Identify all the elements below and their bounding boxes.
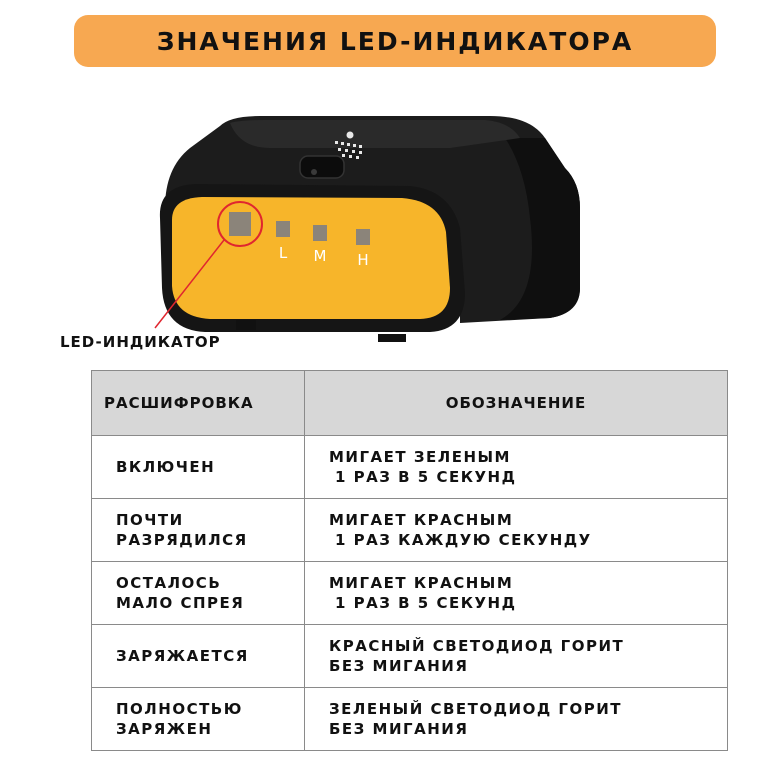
- meaning-text: МИГАЕТ КРАСНЫМ: [329, 511, 514, 529]
- label-h: H: [357, 251, 369, 269]
- meaning-text: 1 РАЗ КАЖДУЮ СЕКУНДУ: [335, 531, 592, 549]
- table-header-row: [92, 371, 728, 436]
- meaning-text: 1 РАЗ В 5 СЕКУНД: [335, 594, 517, 612]
- led-indicator-label: LED-ИНДИКАТОР: [60, 333, 221, 351]
- state-text: РАЗРЯДИЛСЯ: [116, 531, 248, 549]
- meaning-text: МИГАЕТ КРАСНЫМ: [329, 574, 514, 592]
- led-indicator-square: [229, 212, 251, 236]
- meaning-text: БЕЗ МИГАНИЯ: [329, 657, 469, 675]
- meaning-text: КРАСНЫЙ СВЕТОДИОД ГОРИТ: [329, 637, 625, 655]
- table-row: [92, 625, 728, 688]
- title-banner: [74, 15, 716, 67]
- table-row: [92, 499, 728, 562]
- table-row: [92, 436, 728, 499]
- state-text: ПОЧТИ: [116, 511, 184, 529]
- state-text: ЗАРЯЖАЕТСЯ: [116, 647, 249, 665]
- label-l: L: [278, 244, 288, 262]
- indicator-panel: [172, 197, 450, 319]
- state-text: ЗАРЯЖЕН: [116, 720, 213, 738]
- state-text: МАЛО СПРЕЯ: [116, 594, 245, 612]
- led-level-l: [276, 221, 290, 237]
- meaning-text: БЕЗ МИГАНИЯ: [329, 720, 469, 738]
- state-text: ВКЛЮЧЕН: [116, 458, 216, 476]
- table-row: [92, 562, 728, 625]
- state-text: ОСТАЛОСЬ: [116, 574, 222, 592]
- led-level-h: [356, 229, 370, 245]
- meaning-text: 1 РАЗ В 5 СЕКУНД: [335, 468, 517, 486]
- header-meaning: ОБОЗНАЧЕНИЕ: [305, 371, 728, 436]
- page-title: ЗНАЧЕНИЯ LED-ИНДИКАТОРА: [156, 26, 634, 56]
- label-m: M: [313, 247, 327, 265]
- device-illustration: [150, 108, 590, 348]
- meaning-text: МИГАЕТ ЗЕЛЕНЫМ: [329, 448, 511, 466]
- header-decoding: РАСШИФРОВКА: [92, 371, 305, 436]
- state-text: ПОЛНОСТЬЮ: [116, 700, 243, 718]
- meaning-text: ЗЕЛЕНЫЙ СВЕТОДИОД ГОРИТ: [329, 700, 622, 718]
- led-level-m: [313, 225, 327, 241]
- power-button: [300, 156, 344, 178]
- table-row: [92, 688, 728, 751]
- led-legend-table: [91, 370, 728, 751]
